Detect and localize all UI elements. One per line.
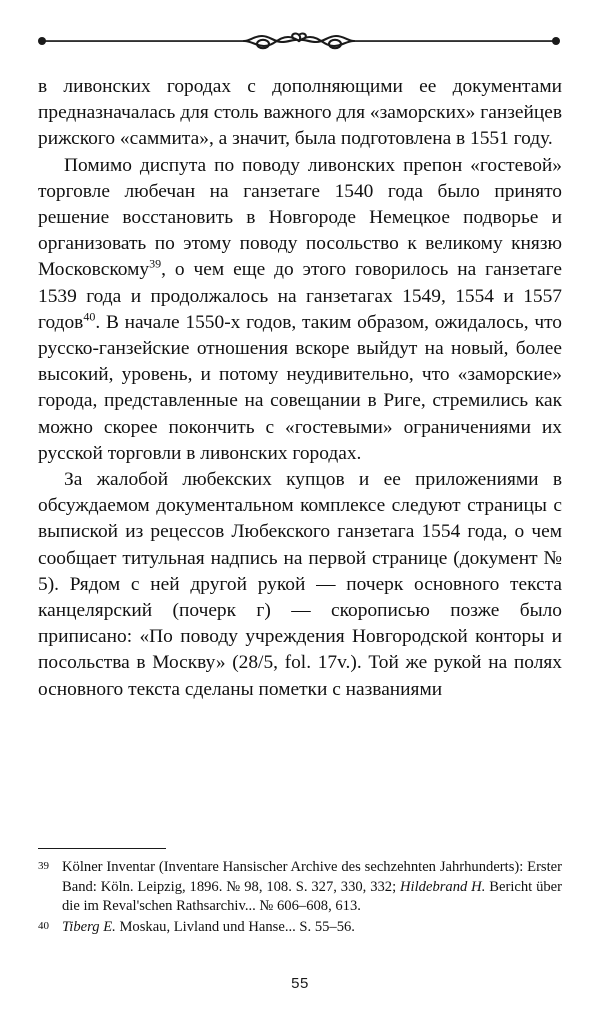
footnote-entry: 40 Tiberg E. Moskau, Livland und Hanse... S. 55–56.: [38, 918, 355, 935]
footnotes-block: [38, 858, 562, 937]
footnote-reference[interactable]: 39: [149, 256, 162, 271]
header-ornament-flourish: [38, 30, 560, 52]
footnote-marker: 39: [38, 860, 49, 872]
footnote-author: Tiberg E.: [62, 918, 116, 935]
page-number: 55: [291, 975, 309, 992]
footnote-marker: 40: [38, 919, 49, 932]
footnote-entry: 39 Kölner Inventar (Inventare Hansischer Archive des sechzehnten Jahrhunderts): Erster Band: Köln. Leipzig, 1896. № 98, 108. S. 327, 330, 332; Hildebrand H. Bericht über die im Reval'schen Rathsarchiv... № 606–608, 613.: [38, 859, 562, 915]
footnote-reference[interactable]: 40: [83, 309, 96, 324]
footnote-author: Hildebrand H.: [400, 878, 486, 895]
paragraph: За жалобой любекских купцов и ее приложениями в обсуждаемом документальном комплексе следуют страницы с выпиской из рецессов Любекского ганзетага 1554 года, о чем сообщает титульная надпись на первой странице (документ № 5). Рядом с ней другой рукой — почерк основного текста канцелярский (почерк г) — скорописью позже было приписано: «По поводу учреждения Новгородской конторы и посольства в Москву» (28/5, fol. 17v.). Той же рукой на полях основного текста сделаны пометки с названиями: [38, 469, 562, 700]
footnote-separator-rule: [38, 848, 166, 849]
paragraph: в ливонских городах с дополняющими ее документами предназначалась для столь важного для «заморских» ганзейцев рижского «саммита», а значит, была подготовлена в 1551 году.: [38, 76, 562, 150]
paragraph: Помимо диспута по поводу ливонских препон «гостевой» торговле любечан на ганзетаге 1540 года было принято решение восстановить в Новгороде Немецкое подворье и организовать по этому поводу посольство к великому князю Московскому$^{39}$, о чем еще до этого говорилось на ганзетаге 1539 года и продолжалось на ганзетагах 1549, 1554 и 1557 годов$^{40}$. В начале 1550-х годов, таким образом, ожидалось, что русско-ганзейские отношения вскоре выйдут на новый, более высокий, уровень, и потому неудивительно, что «заморские» города, представленные на совещании в Риге, стремились как можно скорее покончить с «гостевыми» ограничениями их русской торговли в ливонских городах.: [38, 154, 562, 464]
body-text-block: [38, 74, 562, 703]
